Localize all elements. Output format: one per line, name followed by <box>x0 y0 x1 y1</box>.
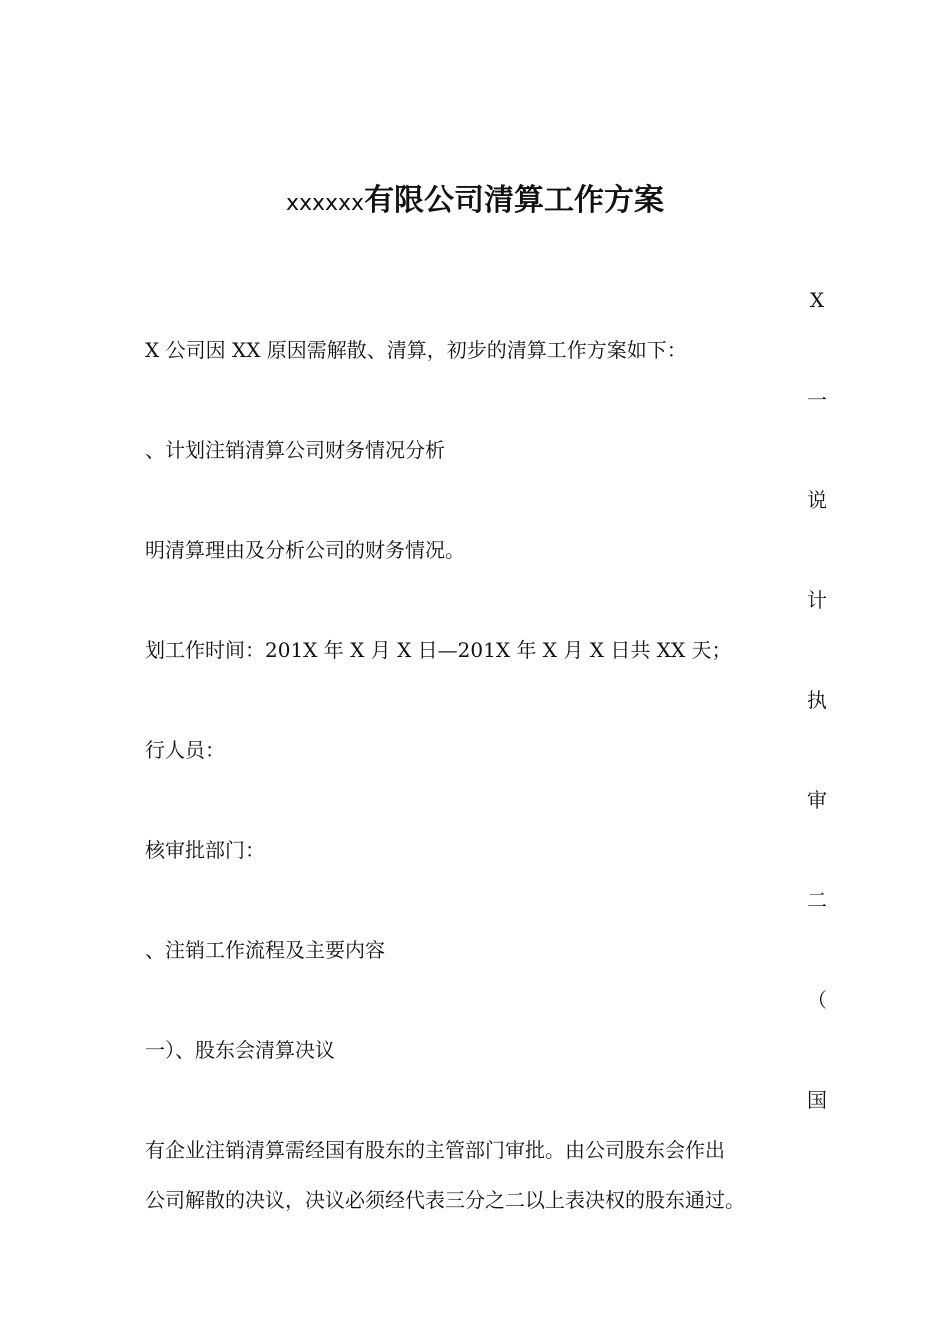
document-title <box>0 176 950 226</box>
right-column-char: 一 <box>807 388 827 412</box>
body-line: 公司解散的决议，决议必须经代表三分之二以上表决权的股东通过。 <box>145 1188 745 1212</box>
body-line: 一）、股东会清算决议 <box>145 1038 335 1062</box>
right-column-char: 审 <box>807 788 827 812</box>
body-line: 核审批部门： <box>145 838 265 862</box>
body-line: 、计划注销清算公司财务情况分析 <box>145 438 445 462</box>
body-line: 划工作时间：201X 年 X 月 X 日—201X 年 X 月 X 日共 XX 天； <box>145 638 732 662</box>
body-line: 有企业注销清算需经国有股东的主管部门审批。由公司股东会作出 <box>145 1138 725 1162</box>
right-column-char: 二 <box>807 888 827 912</box>
body-line: 、注销工作流程及主要内容 <box>145 938 385 962</box>
body-line: X 公司因 XX 原因需解散、清算，初步的清算工作方案如下： <box>145 338 687 362</box>
title-prefix: xxxxxx <box>285 191 365 216</box>
body-line: 行人员： <box>145 738 225 762</box>
right-column-char: 计 <box>807 588 827 612</box>
right-column-char: 执 <box>807 688 827 712</box>
right-column-char: 国 <box>807 1088 827 1112</box>
right-column-char: X <box>809 288 825 312</box>
body-line: 明清算理由及分析公司的财务情况。 <box>145 538 465 562</box>
right-column-char: 说 <box>807 488 827 512</box>
right-column-char: （ <box>807 988 827 1012</box>
title-main: 有限公司清算工作方案 <box>364 183 665 218</box>
